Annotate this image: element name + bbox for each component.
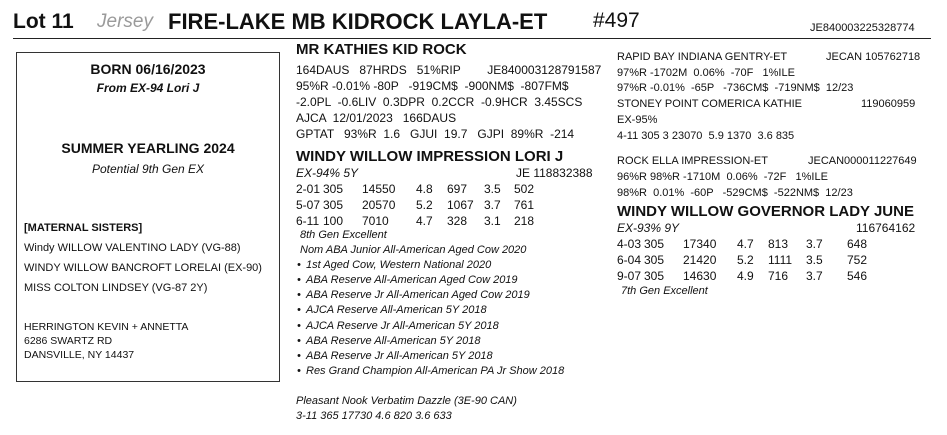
registration-number: JE840003225328774 bbox=[810, 22, 915, 34]
maternal-sisters-heading: [MATERNAL SISTERS] bbox=[24, 222, 143, 234]
record-cell: 752 bbox=[847, 253, 868, 267]
record-cell: 3.1 bbox=[484, 214, 501, 228]
sire-name: MR KATHIES KID ROCK bbox=[296, 41, 467, 58]
record-cell: 648 bbox=[847, 237, 868, 251]
record-cell: 813 bbox=[768, 237, 789, 251]
record-cell: 3.5 bbox=[806, 253, 823, 267]
dam-registration: JE 118832388 bbox=[516, 166, 593, 180]
bullet-icon: • bbox=[297, 364, 301, 377]
sire-stats-line: GPTAT 93%R 1.6 GJUI 19.7 GJPI 89%R -214 bbox=[296, 127, 575, 141]
record-cell: 4.7 bbox=[416, 214, 433, 228]
dam-dam-generation: 7th Gen Excellent bbox=[621, 285, 708, 297]
potential-generation: Potential 9th Gen EX bbox=[91, 162, 205, 176]
record-cell: 4.9 bbox=[737, 269, 754, 283]
animal-info-box bbox=[16, 52, 280, 382]
record-cell: 4.7 bbox=[737, 237, 754, 251]
dam-award: ABA Reserve Jr All-American Aged Cow 2019 bbox=[306, 289, 530, 302]
record-cell: 697 bbox=[447, 182, 468, 196]
record-cell: 546 bbox=[847, 269, 868, 283]
dam-award: 1st Aged Cow, Western National 2020 bbox=[306, 259, 492, 272]
dam-award: Res Grand Champion All-American PA Jr Show 2018 bbox=[306, 364, 565, 377]
sire-dam-class: EX-95% bbox=[617, 114, 658, 126]
record-cell: 14550 bbox=[362, 182, 396, 196]
record-cell: 1067 bbox=[447, 198, 474, 212]
sire-dam-registration: 119060959 bbox=[861, 98, 916, 110]
record-cell: 6-11 bbox=[296, 214, 320, 228]
dam-award: ABA Reserve Jr All-American 5Y 2018 bbox=[306, 349, 493, 362]
animal-name: FIRE-LAKE MB KIDROCK LAYLA-ET bbox=[168, 9, 548, 34]
header-divider bbox=[13, 38, 931, 39]
record-cell: 305 bbox=[323, 182, 344, 196]
record-cell: 3.7 bbox=[806, 237, 823, 251]
dam-sire-registration: JECAN000011227649 bbox=[808, 155, 917, 167]
dam-award: ABA Reserve All-American Aged Cow 2019 bbox=[306, 274, 518, 287]
dam-award: ABA Reserve All-American 5Y 2018 bbox=[306, 334, 481, 347]
bullet-icon: • bbox=[297, 319, 301, 332]
record-cell: 20570 bbox=[362, 198, 396, 212]
record-cell: 761 bbox=[514, 198, 535, 212]
sire-sire-stats: 97%R -1702M 0.06% -70F 1%ILE bbox=[617, 67, 795, 79]
record-cell: 2-01 bbox=[296, 182, 321, 196]
record-cell: 5.2 bbox=[737, 253, 754, 267]
dam-award: Nom ABA Junior All-American Aged Cow 2020 bbox=[300, 244, 527, 256]
owner-city: DANSVILLE, NY 14437 bbox=[24, 349, 135, 361]
sire-sire-registration: JECAN 105762718 bbox=[826, 51, 921, 63]
record-cell: 100 bbox=[323, 214, 344, 228]
record-cell: 305 bbox=[323, 198, 344, 212]
dam-sire-stats: 98%R 0.01% -60P -529CM$ -522NM$ 12/23 bbox=[617, 187, 853, 199]
bullet-icon: • bbox=[297, 304, 301, 317]
record-cell: 14630 bbox=[683, 269, 717, 283]
sire-stats-line: 164DAUS 87HRDS 51%RIP JE840003128791587 bbox=[296, 63, 602, 77]
bullet-icon: • bbox=[297, 334, 301, 347]
record-cell: 305 bbox=[644, 253, 665, 267]
record-cell: 7010 bbox=[362, 214, 389, 228]
record-cell: 328 bbox=[447, 214, 468, 228]
sire-stats-line: AJCA 12/01/2023 166DAUS bbox=[296, 111, 457, 125]
dam-dam-registration: 116764162 bbox=[856, 221, 916, 235]
sire-stats-line: -2.0PL -0.6LIV 0.3DPR 0.2CCR -0.9HCR 3.45SCS bbox=[296, 95, 583, 109]
record-cell: 305 bbox=[644, 237, 665, 251]
dam-reference: From EX-94 Lori J bbox=[96, 81, 200, 95]
record-cell: 4.8 bbox=[416, 182, 433, 196]
sire-sire-name: RAPID BAY INDIANA GENTRY-ET bbox=[617, 51, 788, 63]
record-cell: 218 bbox=[514, 214, 535, 228]
breed-label: Jersey bbox=[97, 11, 153, 32]
record-cell: 3.7 bbox=[484, 198, 501, 212]
owner-street: 6286 SWARTZ RD bbox=[24, 335, 113, 347]
dam-name: WINDY WILLOW IMPRESSION LORI J bbox=[296, 148, 564, 165]
record-cell: 9-07 bbox=[617, 269, 642, 283]
dam-dam-classification: EX-93% 9Y bbox=[617, 221, 680, 235]
dam-sire-name: ROCK ELLA IMPRESSION-ET bbox=[617, 155, 768, 167]
record-cell: 17340 bbox=[683, 237, 717, 251]
record-cell: 3.5 bbox=[484, 182, 501, 196]
catalog-number: #497 bbox=[593, 9, 640, 32]
record-cell: 4-03 bbox=[617, 237, 642, 251]
record-cell: 716 bbox=[768, 269, 789, 283]
dam-classification: EX-94% 5Y bbox=[296, 166, 359, 180]
maternal-sister: Windy WILLOW VALENTINO LADY (VG-88) bbox=[24, 242, 241, 254]
sire-sire-stats: 97%R -0.01% -65P -736CM$ -719NM$ 12/23 bbox=[617, 82, 854, 94]
birth-date: BORN 06/16/2023 bbox=[90, 61, 206, 77]
record-cell: 5.2 bbox=[416, 198, 433, 212]
bullet-icon: • bbox=[297, 259, 301, 272]
lot-number: Lot 11 bbox=[13, 10, 74, 33]
granddam-record: 3-11 365 17730 4.6 820 3.6 633 bbox=[296, 410, 452, 422]
record-cell: 21420 bbox=[683, 253, 717, 267]
sire-stats-line: 95%R -0.01% -80P -919CM$ -900NM$ -807FM$ bbox=[296, 79, 569, 93]
dam-generation: 8th Gen Excellent bbox=[300, 229, 387, 241]
record-cell: 5-07 bbox=[296, 198, 321, 212]
dam-dam-name: WINDY WILLOW GOVERNOR LADY JUNE bbox=[617, 203, 914, 220]
show-class: SUMMER YEARLING 2024 bbox=[61, 140, 235, 156]
dam-award: AJCA Reserve All-American 5Y 2018 bbox=[306, 304, 487, 317]
dam-award: AJCA Reserve Jr All-American 5Y 2018 bbox=[306, 319, 499, 332]
granddam-line: Pleasant Nook Verbatim Dazzle (3E-90 CAN) bbox=[296, 395, 517, 407]
record-cell: 305 bbox=[644, 269, 665, 283]
bullet-icon: • bbox=[297, 274, 301, 287]
sire-dam-record: 4-11 305 3 23070 5.9 1370 3.6 835 bbox=[617, 130, 795, 142]
maternal-sister: WINDY WILLOW BANCROFT LORELAI (EX-90) bbox=[24, 262, 262, 274]
record-cell: 3.7 bbox=[806, 269, 823, 283]
record-cell: 502 bbox=[514, 182, 535, 196]
record-cell: 1111 bbox=[768, 253, 793, 267]
dam-sire-stats: 96%R 98%R -1710M 0.06% -72F 1%ILE bbox=[617, 171, 828, 183]
owner-name: HERRINGTON KEVIN + ANNETTA bbox=[24, 321, 189, 333]
sire-dam-name: STONEY POINT COMERICA KATHIE bbox=[617, 98, 803, 110]
bullet-icon: • bbox=[297, 289, 301, 302]
record-cell: 6-04 bbox=[617, 253, 642, 267]
maternal-sister: MISS COLTON LINDSEY (VG-87 2Y) bbox=[24, 282, 208, 294]
bullet-icon: • bbox=[297, 349, 301, 362]
